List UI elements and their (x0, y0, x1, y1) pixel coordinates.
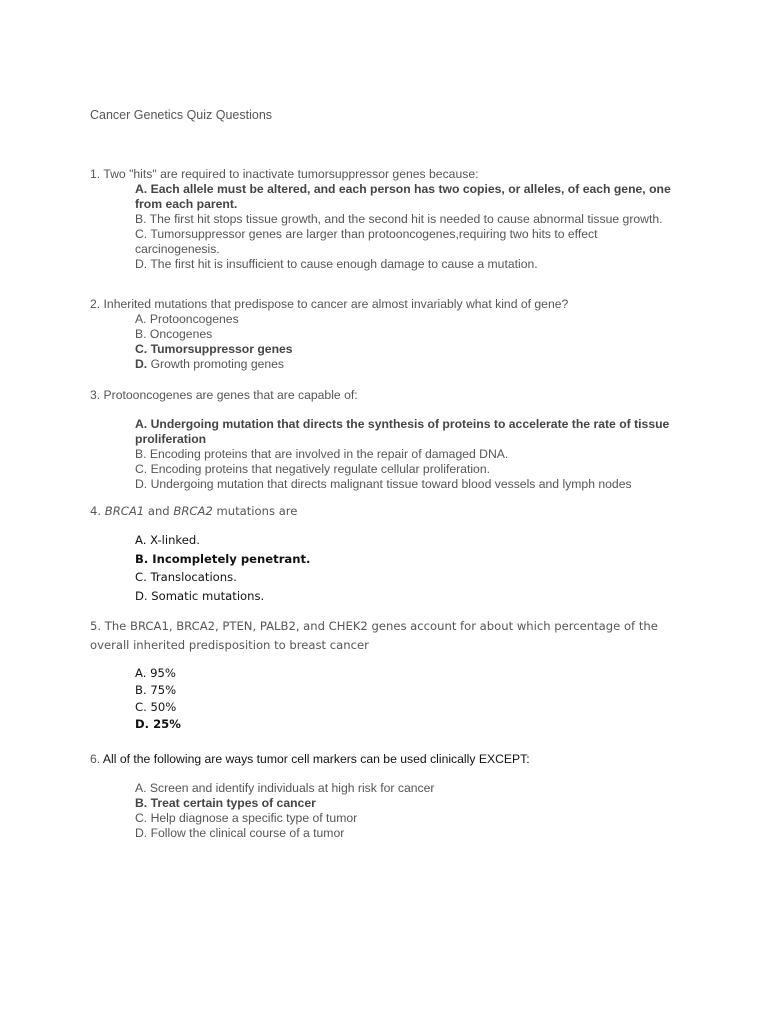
question-5-option-a: A. 95% (135, 666, 176, 680)
question-1-option-b: B. The first hit stops tissue growth, and the second hit is needed to cause abnormal tissue growth. (135, 212, 663, 226)
question-1-option-d: D. The first hit is insufficient to cause enough damage to cause a mutation. (135, 257, 538, 271)
question-1-option-c: C. Tumorsuppressor genes are larger than protooncogenes,requiring two hits to effect carcinogenesis. (135, 227, 598, 256)
question-6-option-a: A. Screen and identify individuals at high risk for cancer (135, 781, 435, 795)
question-4-and: and (144, 504, 174, 518)
question-3-option-b: B. Encoding proteins that are involved in the repair of damaged DNA. (135, 447, 509, 461)
question-3-option-d: D. Undergoing mutation that directs malignant tissue toward blood vessels and lymph nodes (135, 477, 632, 491)
question-4 (90, 502, 690, 605)
question-4-gene-1: BRCA1 (104, 504, 145, 518)
question-5 (90, 617, 690, 733)
question-2-option-a: A. Protooncogenes (135, 312, 239, 326)
question-1-options (135, 182, 675, 272)
question-2-option-d-text: Growth promoting genes (147, 357, 285, 371)
question-5-option-b: B. 75% (135, 683, 177, 697)
question-4-options (135, 531, 675, 605)
document-title: Cancer Genetics Quiz Questions (90, 108, 273, 122)
question-5-option-c: C. 50% (135, 700, 177, 714)
question-4-stem (90, 502, 690, 521)
question-4-option-c: C. Translocations. (135, 570, 237, 584)
question-4-number: 4. (90, 504, 105, 518)
question-2 (90, 297, 690, 372)
question-6-option-c: C. Help diagnose a specific type of tumor (135, 811, 358, 825)
question-2-options (135, 312, 675, 372)
question-3-stem: 3. Protooncogenes are genes that are capable of: (90, 388, 358, 402)
question-3-option-a: A. Undergoing mutation that directs the synthesis of proteins to accelerate the rate of tissue proliferation (135, 417, 670, 446)
question-1-stem: 1. Two "hits" are required to inactivate tumorsuppressor genes because: (90, 167, 479, 181)
question-6-options (135, 781, 675, 841)
question-2-option-b: B. Oncogenes (135, 327, 213, 341)
question-3 (90, 388, 690, 492)
question-2-option-c: C. Tumorsuppressor genes (135, 342, 293, 356)
question-4-option-d: D. Somatic mutations. (135, 588, 265, 603)
question-5-stem: 5. The BRCA1, BRCA2, PTEN, PALB2, and CHEK2 genes account for about which percentage of the overall inherited predisposition to breast cancer (90, 619, 658, 652)
question-3-options (135, 417, 675, 492)
question-4-option-b: B. Incompletely penetrant. (135, 551, 311, 566)
question-5-option-d: D. 25% (135, 717, 181, 731)
question-6-option-b: B. Treat certain types of cancer (135, 796, 316, 810)
question-2-option-d-letter: D. (135, 357, 148, 371)
question-3-option-c: C. Encoding proteins that negatively regulate cellular proliferation. (135, 462, 490, 476)
question-5-options (135, 665, 675, 733)
question-6-stem-text: All of the following are ways tumor cell markers can be used clinically EXCEPT: (102, 752, 530, 766)
question-2-option-d (135, 357, 675, 372)
question-6-stem (90, 752, 690, 767)
question-6-option-d: D. Follow the clinical course of a tumor (135, 826, 345, 840)
question-2-stem: 2. Inherited mutations that predispose to cancer are almost invariably what kind of gene? (90, 297, 569, 311)
question-4-gene-2: BRCA2 (173, 504, 213, 518)
question-4-rest: mutations are (212, 504, 298, 518)
question-6-number: 6. (90, 752, 103, 766)
question-1-option-a: A. Each allele must be altered, and each person has two copies, or alleles, of each gene, one from each parent. (135, 182, 671, 211)
question-4-option-a: A. X-linked. (135, 533, 200, 547)
question-1 (90, 167, 690, 272)
question-6 (90, 752, 690, 841)
